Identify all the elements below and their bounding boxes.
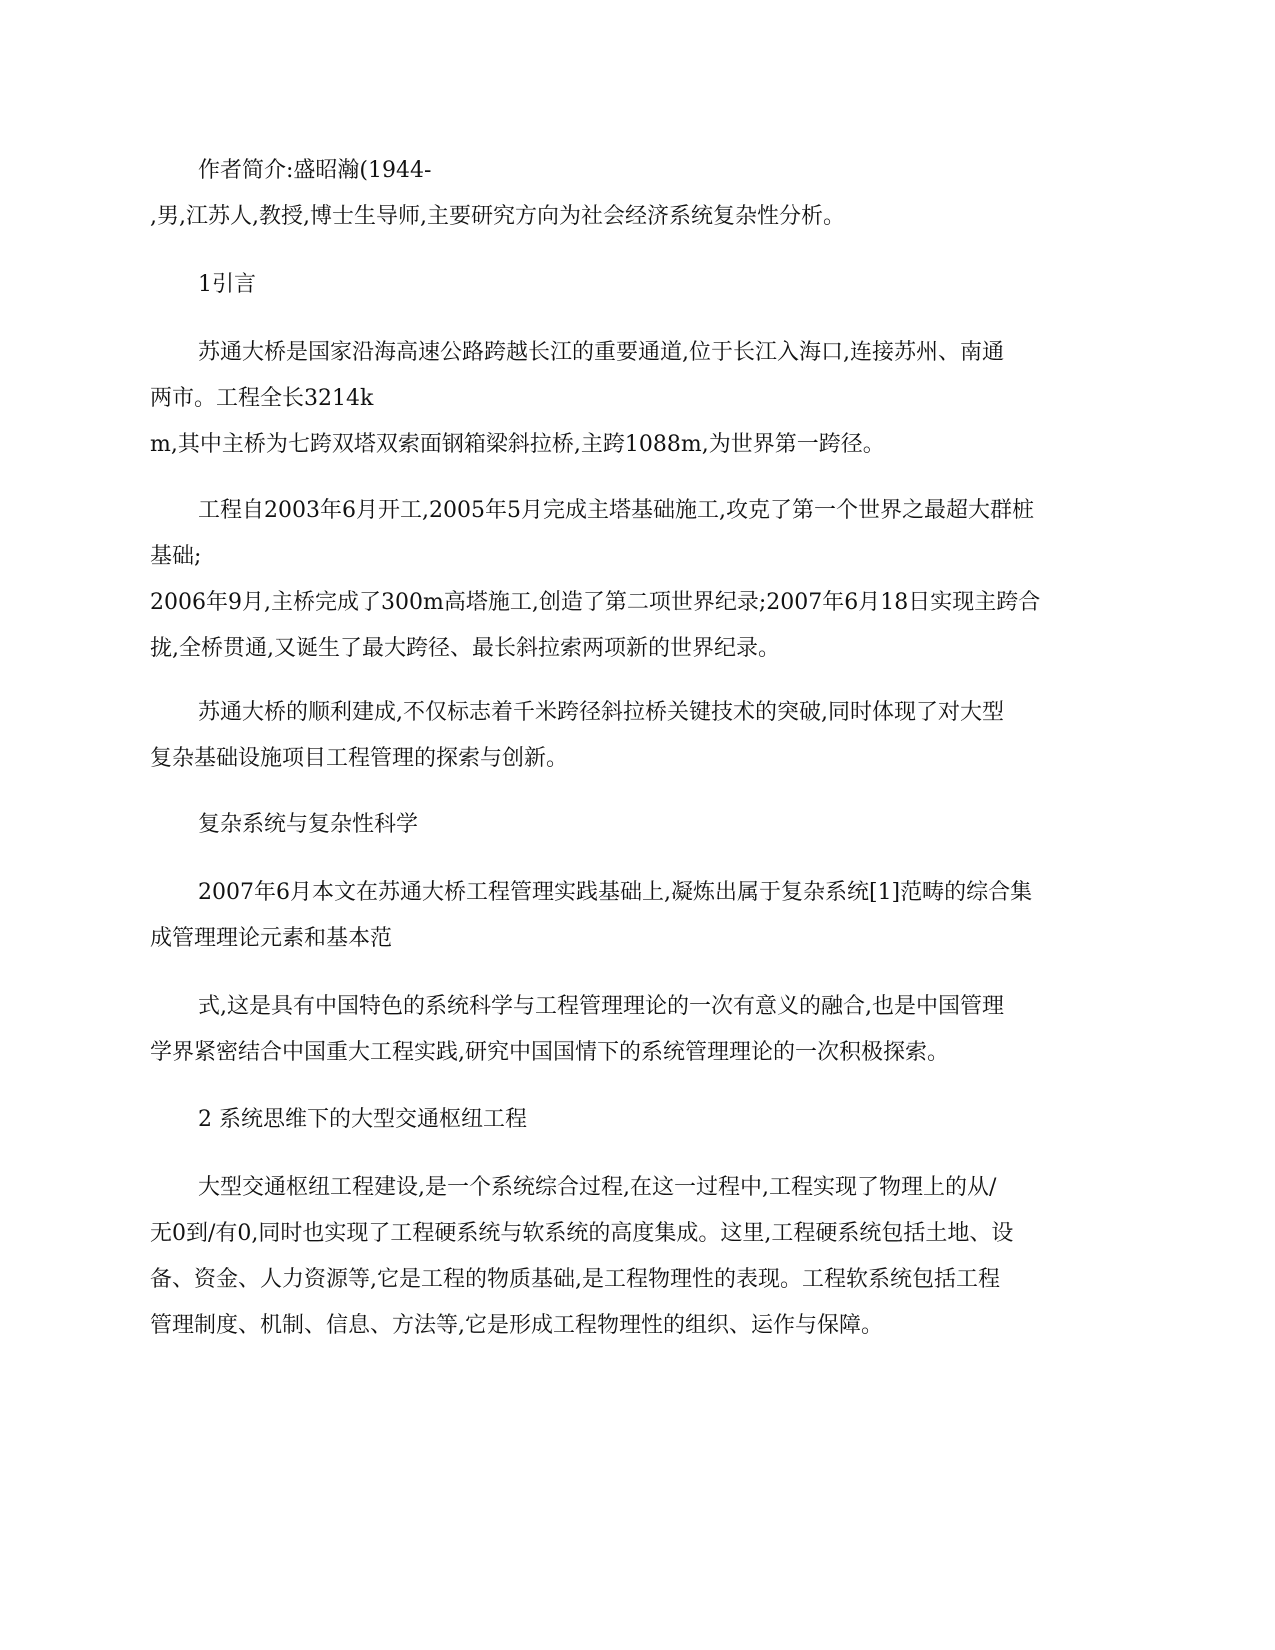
text-line: 工程自2003年6月开工,2005年5月完成主塔基础施工,攻克了第一个世界之最超大群桩 xyxy=(198,498,1034,523)
text-line: 2007年6月本文在苏通大桥工程管理实践基础上,凝炼出属于复杂系统[1]范畴的综合集 xyxy=(198,880,1033,905)
text-line: 基础; xyxy=(150,544,202,569)
text-line: 苏通大桥的顺利建成,不仅标志着千米跨径斜拉桥关键技术的突破,同时体现了对大型 xyxy=(198,700,1004,725)
text-line: 作者简介:盛昭瀚(1944- xyxy=(198,158,432,183)
section-2-heading xyxy=(150,1097,1125,1143)
text-line: m,其中主桥为七跨双塔双索面钢箱梁斜拉桥,主跨1088m,为世界第一跨径。 xyxy=(150,432,885,457)
text-line: 式,这是具有中国特色的系统科学与工程管理理论的一次有意义的融合,也是中国管理 xyxy=(198,994,1004,1019)
section-heading: 2 系统思维下的大型交通枢纽工程 xyxy=(198,1107,527,1132)
text-line: 苏通大桥是国家沿海高速公路跨越长江的重要通道,位于长江入海口,连接苏州、南通 xyxy=(198,340,1004,365)
body-paragraph xyxy=(150,488,1125,672)
text-line: 两市。工程全长3214k xyxy=(150,386,374,411)
section-heading: 复杂系统与复杂性科学 xyxy=(198,812,419,837)
body-paragraph xyxy=(150,984,1125,1076)
text-line: ,男,江苏人,教授,博士生导师,主要研究方向为社会经济系统复杂性分析。 xyxy=(150,204,845,229)
text-line: 管理制度、机制、信息、方法等,它是形成工程物理性的组织、运作与保障。 xyxy=(150,1313,883,1338)
section-heading: 1引言 xyxy=(198,272,256,297)
text-line: 2006年9月,主桥完成了300m高塔施工,创造了第二项世界纪录;2007年6月18日实现主跨合 xyxy=(150,590,1041,615)
text-line: 备、资金、人力资源等,它是工程的物质基础,是工程物理性的表现。工程软系统包括工程 xyxy=(150,1267,1000,1292)
text-line: 大型交通枢纽工程建设,是一个系统综合过程,在这一过程中,工程实现了物理上的从/ xyxy=(198,1175,997,1200)
body-paragraph xyxy=(150,330,1125,468)
body-paragraph xyxy=(150,690,1125,782)
text-line: 成管理理论元素和基本范 xyxy=(150,926,393,951)
section-1-heading xyxy=(150,262,1125,308)
text-line: 无0到/有0,同时也实现了工程硬系统与软系统的高度集成。这里,工程硬系统包括土地、设 xyxy=(150,1221,1014,1246)
text-line: 复杂基础设施项目工程管理的探索与创新。 xyxy=(150,746,569,771)
body-paragraph xyxy=(150,870,1125,962)
body-paragraph xyxy=(150,1165,1125,1349)
text-line: 学界紧密结合中国重大工程实践,研究中国国情下的系统管理理论的一次积极探索。 xyxy=(150,1040,949,1065)
text-line: 拢,全桥贯通,又诞生了最大跨径、最长斜拉索两项新的世界纪录。 xyxy=(150,636,780,661)
subheading xyxy=(150,802,1125,848)
author-bio-paragraph xyxy=(150,148,1125,240)
